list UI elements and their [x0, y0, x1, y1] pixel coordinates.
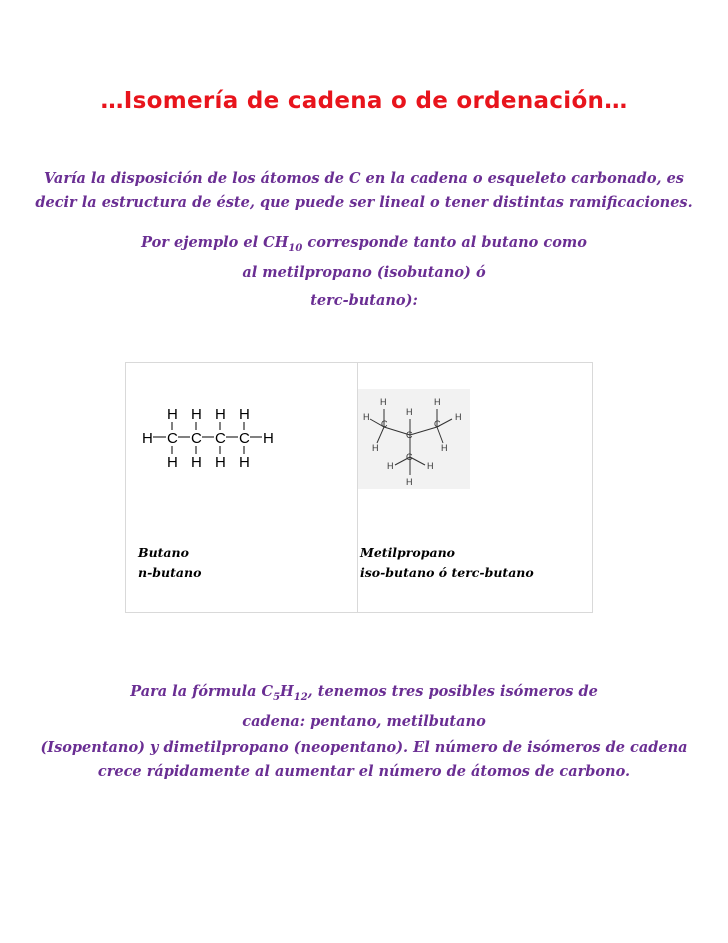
butane-structure-diagram [136, 403, 286, 483]
butane-main-chain [142, 422, 274, 454]
svg-text:C: C [406, 430, 413, 440]
c5-line-1: Para la fórmula $C_5H_{12}$, tenemos tres posibles isómeros de [130, 683, 598, 703]
svg-text:C: C [167, 430, 178, 447]
svg-text:C: C [434, 419, 441, 429]
svg-text:H: H [363, 412, 370, 422]
c5-line-4: crece rápidamente al aumentar el número de átomos de carbono. [97, 763, 631, 780]
methylpropane-name: Metilpropano [360, 545, 455, 560]
example-line-3: terc-butano): [310, 292, 418, 309]
example-paragraph-end [0, 289, 728, 313]
svg-text:H: H [455, 412, 462, 422]
svg-text:H: H [406, 407, 413, 417]
svg-text:C: C [215, 430, 226, 447]
svg-text:H: H [380, 397, 387, 407]
example-line-2: al metilpropano (isobutano) ó [242, 263, 486, 281]
svg-text:H: H [441, 443, 448, 453]
c5-line-3: (Isopentano) y dimetilpropano (neopentano). El número de isómeros de cadena [40, 739, 688, 756]
svg-text:C: C [239, 430, 250, 447]
svg-text:H: H [215, 406, 226, 423]
example-line-1: Por ejemplo el $CH_{10}$ corresponde tanto al butano como [141, 234, 587, 254]
svg-text:H: H [387, 461, 394, 471]
isomer-table [125, 362, 593, 613]
svg-text:H: H [142, 430, 153, 447]
svg-text:H: H [191, 454, 202, 471]
c5-paragraph-end [0, 736, 728, 784]
svg-text:C: C [191, 430, 202, 447]
svg-text:H: H [434, 397, 441, 407]
methylpropane-label [360, 543, 534, 583]
methylpropane-alt-name: iso-butano ó terc-butano [360, 565, 534, 580]
svg-text:H: H [167, 406, 178, 423]
c5-line-2: cadena: pentano, metilbutano [242, 712, 486, 730]
svg-text:H: H [239, 454, 250, 471]
methylpropane-structure-diagram [358, 389, 470, 489]
example-paragraph [0, 231, 728, 285]
butane-bottom-h [167, 454, 250, 471]
svg-text:H: H [239, 406, 250, 423]
butane-label [138, 543, 201, 583]
svg-text:H: H [406, 477, 413, 487]
svg-text:C: C [381, 419, 388, 429]
svg-text:H: H [427, 461, 434, 471]
svg-text:H: H [263, 430, 274, 447]
butane-top-h [167, 406, 250, 423]
svg-text:H: H [372, 443, 379, 453]
svg-text:H: H [215, 454, 226, 471]
intro-line-2: decir la estructura de éste, que puede ser lineal o tener distintas ramificaciones. [35, 194, 693, 211]
intro-paragraph [0, 167, 728, 215]
svg-text:H: H [191, 406, 202, 423]
page-title: …Isomería de cadena o de ordenación… [100, 88, 628, 114]
intro-line-1: Varía la disposición de los átomos de C en la cadena o esqueleto carbonado, es [44, 170, 684, 187]
svg-text:C: C [406, 452, 413, 462]
butane-alt-name: n-butano [138, 565, 202, 580]
svg-text:H: H [167, 454, 178, 471]
butane-name: Butano [138, 545, 189, 560]
c5-paragraph [0, 680, 728, 734]
